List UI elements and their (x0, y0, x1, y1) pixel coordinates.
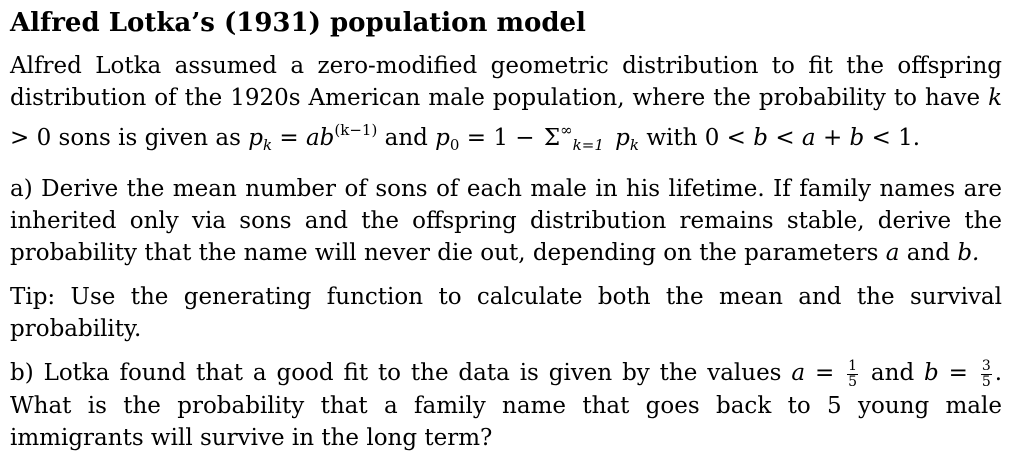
part-b-rest: . What is the probability that a family name that goes back to 5 young male immigrants will survive in the long term? (10, 360, 1003, 451)
fraction-b-numerator: 3 (981, 358, 991, 374)
math-k: k (988, 85, 1002, 111)
math-p0: p (435, 125, 450, 151)
math-pk: p (248, 125, 263, 151)
math-a: a (801, 125, 816, 151)
part-b-param-a: a (791, 360, 806, 386)
part-b-paragraph (10, 357, 1002, 454)
math-p0-sub: 0 (449, 136, 460, 154)
fraction-a (847, 359, 858, 390)
part-b-and: and (870, 360, 915, 386)
math-pk2-sub: k (629, 136, 639, 154)
math-exp: (k−1) (334, 121, 378, 139)
tip-paragraph: Tip: Use the generating function to calculate both the mean and the survival probability. (10, 284, 1002, 342)
intro-gt0: > 0 sons is given as (10, 125, 241, 151)
intro-and: and (384, 125, 428, 151)
sum-upper: ∞ (560, 121, 573, 139)
fraction-b (981, 359, 992, 390)
math-pk2: p (615, 125, 630, 151)
part-a-param-a: a (885, 240, 900, 266)
page-title: Alfred Lotka’s (1931) population model (10, 8, 586, 38)
intro-text: Alfred Lotka assumed a zero-modified geometric distribution to fit the offspring distribution of the 1920s American male population, where the probability to have (10, 53, 1002, 111)
intro-paragraph (10, 50, 1002, 161)
math-plus: + (822, 125, 843, 151)
part-b-start: b) Lotka found that a good fit to the data is given by the values (10, 360, 782, 386)
math-pk-sub: k (262, 136, 273, 154)
math-lt1: < 1. (871, 125, 921, 151)
math-b2: b (849, 125, 865, 151)
part-a-text: a) Derive the mean number of sons of each male in his lifetime. If family names are inherited only via sons and the offspring distribution remains stable, derive the probability that the name will never die out, depending on the parameters (10, 176, 1002, 266)
part-b-eq: = (814, 360, 835, 386)
math-b: b (753, 125, 768, 151)
part-b-eq2: = (948, 360, 968, 386)
intro-with: with 0 < (646, 125, 746, 151)
sum-sigma: Σ (543, 125, 561, 151)
part-a-param-b: b. (957, 240, 980, 266)
fraction-a-numerator: 1 (848, 358, 858, 374)
math-lt: < (775, 125, 795, 151)
fraction-a-denominator: 5 (848, 374, 858, 390)
math-eq2: = 1 − (466, 125, 535, 151)
sum-lower: k=1 (572, 136, 604, 154)
math-eq: = (279, 125, 299, 151)
part-a-paragraph (10, 173, 1002, 269)
math-ab: ab (305, 125, 335, 151)
fraction-b-denominator: 5 (981, 374, 991, 390)
sum-sign (544, 114, 604, 161)
part-a-and: and (906, 240, 950, 266)
part-b-param-b: b (924, 360, 939, 386)
